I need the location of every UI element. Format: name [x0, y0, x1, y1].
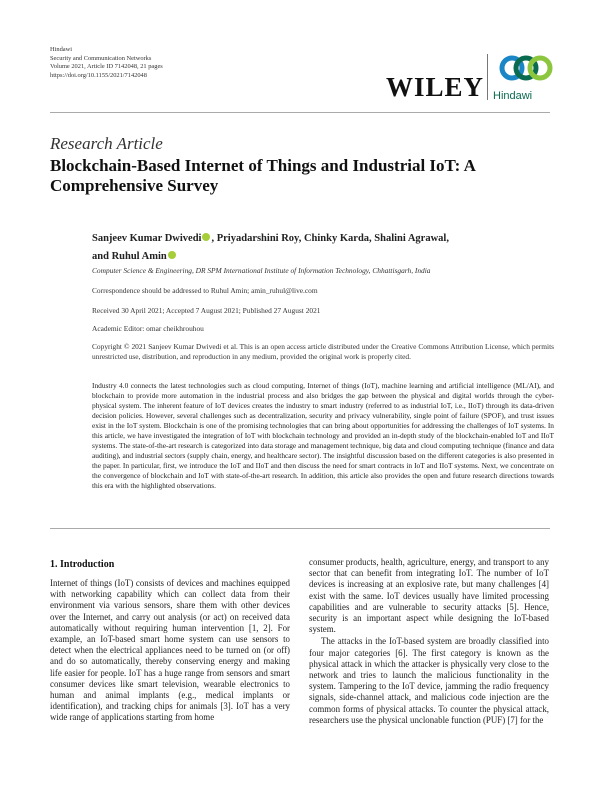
author-name[interactable]: Sanjeev Kumar Dwivedi: [92, 233, 202, 244]
orcid-icon[interactable]: [202, 233, 210, 241]
author-name[interactable]: Shalini Agrawal: [374, 233, 447, 244]
correspondence: Correspondence should be addressed to Ruhul Amin; amin_ruhul@live.com: [92, 286, 318, 295]
academic-editor: Academic Editor: omar cheikhrouhou: [92, 324, 204, 333]
hindawi-logo-icon: [496, 50, 554, 90]
body-paragraph: Internet of things (IoT) consists of devices and machines equipped with networking capability which can collect data from their environment via various sensors, share them with other devices over the Internet, and carry out analysis (or act) on received data automatically without requiring human intervention [1, 2]. For example, an IoT-based smart home system can use sensors to detect when the electrical appliances need to be turned on (or off) and do so automatically, thereby conserving energy and making life easier for people. IoT has a huge range from sensors and smart consumer devices like smart television, wearable electronics to human and animal implants (e.g., medical implants or identification), and tracking chips for animals [3]. IoT has a very wide range of applications starting from home: [50, 578, 290, 723]
wiley-logo: WILEY: [386, 72, 485, 102]
abstract-rule: [50, 528, 550, 529]
article-type: Research Article: [50, 134, 163, 153]
author-separator: ,: [369, 233, 375, 244]
author-name[interactable]: Ruhul Amin: [111, 251, 167, 262]
affiliation: Computer Science & Engineering, DR SPM International Institute of Information Technology, Chhattisgarh, India: [92, 266, 431, 275]
body-paragraph: consumer products, health, agriculture, energy, and transport to any sector that can benefit from integrating IoT. The number of IoT devices is increasing at an explosive rate, but many challenges [4] exist with the same. IoT devices usually have limited processing capabilities and are vulnerable to security attacks [5]. Hence, security is an important aspect while designing the IoT-based system.: [309, 557, 549, 635]
author-name[interactable]: Chinky Karda: [303, 233, 370, 244]
author-list: [92, 230, 512, 266]
logo-divider: [487, 54, 488, 100]
body-column-left: [50, 578, 290, 724]
body-column-right: [309, 557, 549, 726]
author-name[interactable]: Priyadarshini Roy: [216, 233, 299, 244]
header-rule: [50, 112, 550, 113]
article-dates: Received 30 April 2021; Accepted 7 August 2021; Published 27 August 2021: [92, 306, 321, 315]
author-conjunction: and: [92, 251, 112, 262]
volume-info: Volume 2021, Article ID 7142048, 21 pages: [50, 63, 163, 71]
doi-link[interactable]: https://doi.org/10.1155/2021/7142048: [50, 71, 147, 79]
author-separator: ,: [298, 233, 304, 244]
hindawi-logo-text: Hindawi: [493, 90, 533, 102]
publisher-name: Hindawi: [50, 46, 73, 53]
copyright-notice: Copyright © 2021 Sanjeev Kumar Dwivedi et al. This is an open access article distributed under the Creative Commons Attribution License, which permits unrestricted use, distribution, and reproduction in any medium, provided the original work is properly cited.: [92, 342, 554, 361]
body-paragraph: The attacks in the IoT-based system are broadly classified into four major categories [6]. The first category is known as the physical attack in which the attacker is physically very close to the network and tries to launch the malicious functionality in the system. Tampering to the IoT device, jamming the radio frequency signals, side-channel attack, and malicious code injection are the common forms of physical attacks. To counter the physical attack, researchers use the physical unclonable function (PUF) [7] for the: [309, 636, 549, 725]
author-separator: ,: [211, 233, 217, 244]
abstract: Industry 4.0 connects the latest technologies such as cloud computing, Internet of things (IoT), machine learning and artificial intelligence (ML/AI), and blockchain to provide more automation in the industrial process and also bridges the gap between the physical and digital worlds through the cyber-physical system. The inherent feature of IoT devices creates the industry to smart industry (referred to as industrial IoT, i.e., IIoT) through its data-driven decision policies. However, several challenges such as decentralization, security and privacy vulnerability, single point of failure (SPOF), and trust issues exist in the IoT system. Blockchain is one of the promising technologies that can bring about opportunities for addressing the challenges of IoT systems. In this article, we have investigated the integration of IoT with blockchain technology and provided an in-depth study of the blockchain-enabled IoT and IIoT systems. The state-of-the-art research is categorized into data storage and management technique, big data and cloud computing technique (finance and data auditing), and industrial sectors (supply chain, energy, and healthcare sector). The insightful discussion based on the different categories is also presented in the paper. In particular, first, we introduce the IoT and IIoT and then discuss the need for smart contracts in IoT and IIoT systems. Next, we concentrate on the convergence of blockchain and IoT with state-of-the-art research. In addition, this article also provides the open and future research directions towards this era with the highlighted observations.: [92, 381, 554, 490]
journal-meta: [50, 46, 163, 80]
article-title: Blockchain-Based Internet of Things and Industrial IoT: A Comprehensive Survey: [50, 156, 475, 195]
author-separator: ,: [446, 233, 449, 244]
orcid-icon[interactable]: [168, 251, 176, 259]
journal-name: Security and Communication Networks: [50, 54, 152, 62]
section-heading: 1. Introduction: [50, 559, 115, 570]
